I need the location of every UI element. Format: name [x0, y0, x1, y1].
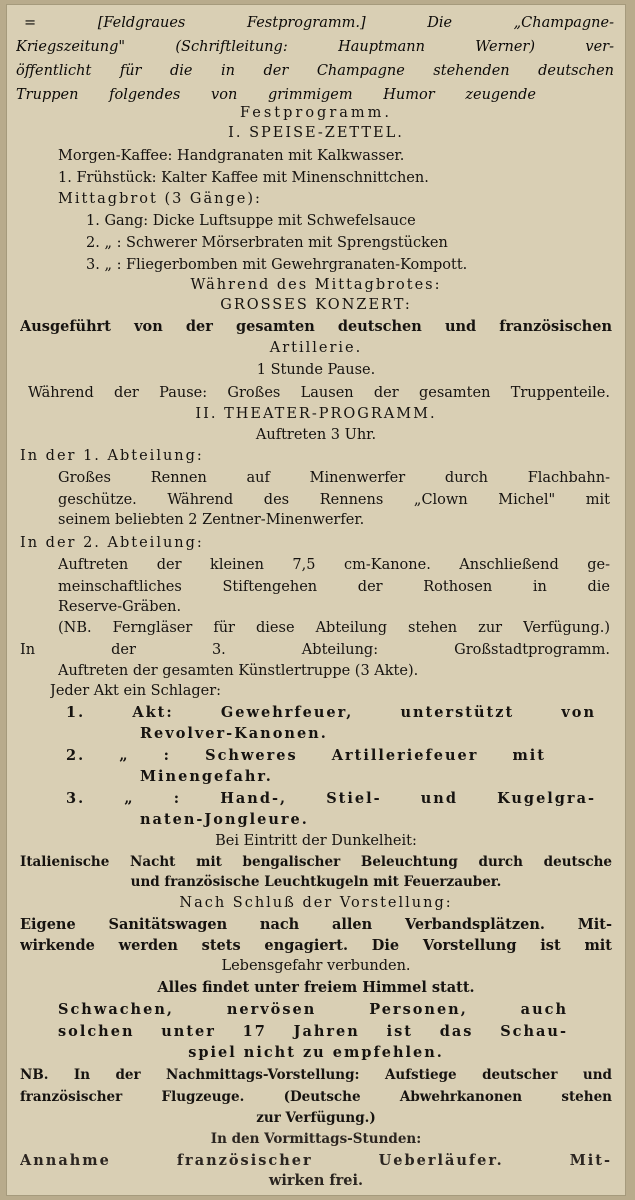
intro-line-4: Truppen folgendes von grimmigem Humor zeugende	[16, 87, 536, 103]
schluss-line-2: wirkende werden stets engagiert. Die Vorstellung ist mit	[20, 937, 612, 954]
nb-line-2: französischer Flugzeuge. (Deutsche Abwehrkanonen stehen	[20, 1089, 612, 1105]
abteilung-1-line-1: Großes Rennen auf Minenwerfer durch Flachbahn-	[58, 470, 610, 486]
intro-line-2: Kriegszeitung" (Schriftleitung: Hauptmann Werner) ver-	[16, 39, 614, 55]
schluss-line-3: Lebensgefahr verbunden.	[221, 958, 411, 974]
lausen-line: Während der Pause: Großes Lausen der gesamten Truppenteile.	[28, 385, 610, 401]
gang-2: 2. „ : Schwerer Mörserbraten mit Sprengstücken	[86, 235, 448, 251]
festprogramm-title: Festprogramm.	[239, 105, 393, 121]
nb-line-1: NB. In der Nachmittags-Vorstellung: Aufstiege deutscher und	[20, 1067, 612, 1083]
schwach-line-1: Schwachen, nervösen Personen, auch	[58, 1001, 568, 1018]
annahme-line-2: wirken frei.	[268, 1172, 364, 1189]
schluss-line-1: Eigene Sanitätswagen nach allen Verbandsplätzen. Mit-	[20, 916, 612, 933]
mittagbrot-line: Mittagbrot (3 Gänge):	[58, 191, 262, 207]
akt-1-line-b: Revolver-Kanonen.	[140, 725, 328, 742]
dunkelheit-heading: Bei Eintritt der Dunkelheit:	[215, 833, 417, 849]
akt-3-line-a: 3. „ : Hand-, Stiel- und Kugelgra-	[66, 790, 596, 807]
akt-1-line-a: 1. Akt: Gewehrfeuer, unterstützt von	[66, 704, 596, 721]
auftreten-line: Auftreten 3 Uhr.	[255, 427, 377, 443]
theater-heading: II. THEATER-PROGRAMM.	[195, 406, 437, 422]
himmel-line: Alles findet unter freiem Himmel statt.	[157, 979, 475, 996]
schwach-line-3: spiel nicht zu empfehlen.	[188, 1044, 444, 1061]
morgenkaffee-line: Morgen-Kaffee: Handgranaten mit Kalkwasser.	[58, 148, 405, 164]
akt-3-line-b: naten-Jongleure.	[140, 811, 309, 828]
fruehstueck-line: 1. Frühstück: Kalter Kaffee mit Minenschnittchen.	[58, 170, 429, 186]
dunkelheit-line-2: und französische Leuchtkugeln mit Feuerzauber.	[130, 874, 502, 890]
waehrend-mittagbrot: Während des Mittagbrotes:	[190, 277, 442, 293]
abteilung-2-heading: In der 2. Abteilung:	[20, 535, 204, 551]
abteilung-2-line-2: meinschaftliches Stiftengehen der Rothosen in die	[58, 579, 610, 595]
intro-line-3: öffentlicht für die in der Champagne stehenden deutschen	[16, 63, 614, 79]
ausgefuehrt-line: Ausgeführt von der gesamten deutschen und französischen	[20, 318, 612, 335]
grosses-konzert: GROSSES KONZERT:	[220, 297, 412, 313]
akt-2-line-b: Minengefahr.	[140, 768, 273, 785]
gang-1: 1. Gang: Dicke Luftsuppe mit Schwefelsauce	[86, 213, 416, 229]
gang-3: 3. „ : Fliegerbomben mit Gewehrgranaten-Kompott.	[86, 257, 468, 273]
nb-line-3: zur Verfügung.)	[256, 1110, 376, 1126]
speisezettel-heading: I. SPEISE-ZETTEL.	[228, 125, 404, 141]
abteilung-1-line-2: geschütze. Während des Rennens „Clown Michel" mit	[58, 492, 610, 508]
schluss-heading: Nach Schluß der Vorstellung:	[179, 895, 453, 911]
intro-line-1: = [Feldgraues Festprogramm.] Die „Champagne-	[24, 15, 614, 31]
newspaper-clipping	[6, 4, 626, 1196]
abteilung-3-heading: In der 3. Abteilung: Großstadtprogramm.	[20, 642, 610, 658]
dunkelheit-line-1: Italienische Nacht mit bengalischer Beleuchtung durch deutsche	[20, 854, 612, 870]
annahme-line-1: Annahme französischer Ueberläufer. Mit-	[20, 1152, 612, 1169]
schlager-line: Jeder Akt ein Schlager:	[50, 683, 222, 699]
akt-2-line-a: 2. „ : Schweres Artilleriefeuer mit	[66, 747, 546, 764]
abteilung-2-nb: (NB. Ferngläser für diese Abteilung stehen zur Verfügung.)	[58, 620, 610, 636]
abteilung-1-line-3: seinem beliebten 2 Zentner-Minenwerfer.	[58, 512, 365, 528]
abteilung-2-line-1: Auftreten der kleinen 7,5 cm-Kanone. Anschließend ge-	[58, 557, 610, 573]
abteilung-1-heading: In der 1. Abteilung:	[20, 448, 204, 464]
schwach-line-2: solchen unter 17 Jahren ist das Schau-	[58, 1023, 568, 1040]
artillerie-line: Artillerie.	[269, 340, 363, 356]
pause-line: 1 Stunde Pause.	[256, 362, 376, 378]
abteilung-2-line-3: Reserve-Gräben.	[58, 599, 182, 615]
vormittag-heading: In den Vormittags-Stunden:	[210, 1131, 422, 1147]
abteilung-3-line-1: Auftreten der gesamten Künstlertruppe (3 Akte).	[58, 663, 419, 679]
